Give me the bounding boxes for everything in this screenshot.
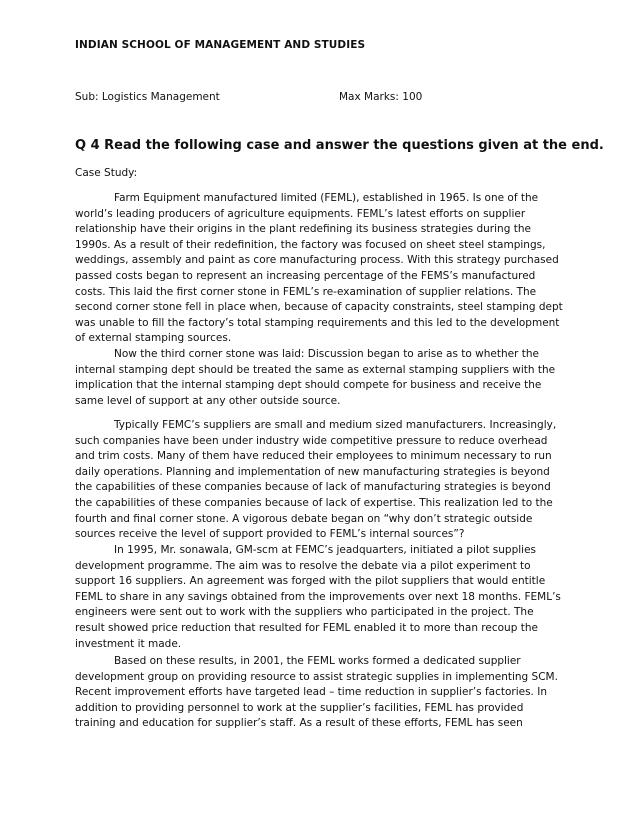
- paragraph-line: of external stamping sources.: [75, 332, 232, 345]
- paragraph-line: Recent improvement efforts have targeted lead – time reduction in supplier’s factories. In: [75, 686, 547, 699]
- paragraph-line: result showed price reduction that resulted for FEML enabled it to more than recoup the: [75, 621, 538, 634]
- paragraph-line: addition to providing personnel to work at the supplier’s facilities, FEML has provided: [75, 701, 524, 714]
- paragraph-line: Based on these results, in 2001, the FEML works formed a dedicated supplier: [114, 655, 521, 667]
- paragraph-line: passed costs began to represent an increasing percentage of the FEMS’s manufactured: [75, 269, 536, 282]
- paragraph-line: fourth and final corner stone. A vigorous debate began on “why don’t strategic outside: [75, 512, 533, 525]
- case-study-label: Case Study:: [75, 167, 138, 179]
- paragraph-line: investment it made.: [75, 637, 182, 650]
- paragraph-line: the capabilities of these companies because of lack of expertise. This realization led to the: [75, 496, 553, 509]
- paragraph-1: [75, 191, 565, 347]
- paragraph-line: Typically FEMC’s suppliers are small and medium sized manufacturers. Increasingly,: [114, 419, 557, 431]
- paragraph-line: the capabilities of these companies because of lack of manufacturing strategies is beyond: [75, 481, 551, 494]
- paragraph-line: costs. This laid the first corner stone in FEML’s re-examination of supplier relations. The: [75, 285, 537, 298]
- paragraph-line: same level of support at any other outside source.: [75, 394, 341, 407]
- paragraph-line: was unable to fill the factory’s total stamping requirements and this led to the development: [75, 316, 560, 329]
- paragraph-line: FEML to share in any savings obtained from the improvements over next 18 months. FEML’s: [75, 590, 561, 603]
- question-heading: Q 4 Read the following case and answer the questions given at the end.: [75, 138, 604, 153]
- paragraph-line: Now the third corner stone was laid: Discussion began to arise as to whether the: [114, 348, 539, 360]
- paragraph-line: Farm Equipment manufactured limited (FEML), established in 1965. Is one of the: [114, 192, 539, 204]
- paragraph-line: engineers were sent out to work with the suppliers who participated in the project. The: [75, 606, 534, 619]
- paragraph-line: 1990s. As a result of their redefinition, the factory was focused on sheet steel stampings,: [75, 238, 546, 251]
- paragraph-line: weddings, assembly and paint as core manufacturing process. With this strategy purchased: [75, 254, 559, 267]
- paragraph-line: world’s leading producers of agriculture equipments. FEML’s latest efforts on supplier: [75, 207, 526, 220]
- paragraph-line: internal stamping dept should be treated the same as external stamping suppliers with the: [75, 363, 556, 376]
- subject-label: Sub: Logistics Management: [75, 91, 220, 103]
- paragraph-line: such companies have been under industry wide competitive pressure to reduce overhead: [75, 434, 548, 447]
- paragraph-line: sources receive the level of support provided to FEML’s internal sources”?: [75, 528, 465, 541]
- paragraph-line: development group on providing resource to assist strategic supplies in implementing SCM.: [75, 670, 558, 683]
- paragraph-line: relationship have their origins in the plant redefining its business strategies during the: [75, 223, 531, 236]
- paragraph-line: daily operations. Planning and implementation of new manufacturing strategies is beyond: [75, 465, 550, 478]
- paragraph-line: development programme. The aim was to resolve the debate via a pilot experiment to: [75, 559, 531, 572]
- paragraph-line: In 1995, Mr. sonawala, GM-scm at FEMC’s jeadquarters, initiated a pilot supplies: [114, 544, 536, 556]
- paragraph-line: training and education for supplier’s staff. As a result of these efforts, FEML has seen: [75, 717, 523, 730]
- paragraph-3: [75, 418, 565, 543]
- paragraph-2: [75, 347, 565, 409]
- school-name: INDIAN SCHOOL OF MANAGEMENT AND STUDIES: [75, 39, 366, 51]
- paragraph-line: support 16 suppliers. An agreement was forged with the pilot suppliers that would entitle: [75, 575, 546, 588]
- paragraph-5: [75, 654, 565, 732]
- paragraph-line: and trim costs. Many of them have reduced their employees to minimum necessary to run: [75, 450, 552, 463]
- paragraph-4: [75, 543, 565, 652]
- paragraph-line: second corner stone fell in place when, because of capacity constraints, steel stamping dept: [75, 301, 563, 314]
- max-marks-label: Max Marks: 100: [339, 91, 423, 103]
- paragraph-line: implication that the internal stamping dept should compete for business and receive the: [75, 379, 542, 392]
